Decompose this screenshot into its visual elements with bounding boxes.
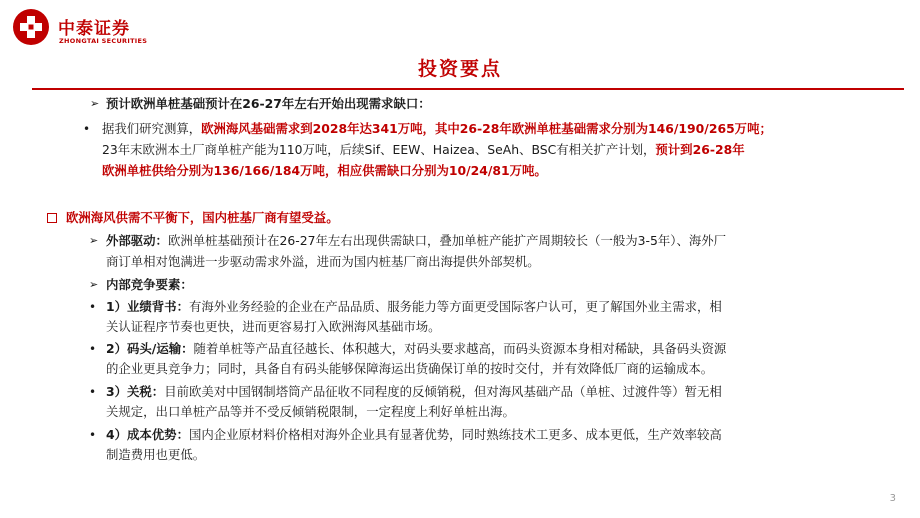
dot-bullet-icon: • [89, 428, 97, 442]
external-driver-line2: 商订单相对饱满进一步驱动需求外溢，进而为国内桩基厂商出海提供外部契机。 [106, 254, 540, 269]
factor-item-3-line2: 关规定，出口单桩产品等并不受反倾销税限制，一定程度上利好单桩出海。 [106, 404, 515, 419]
external-driver-line1 [106, 230, 726, 252]
section2-heading: 欧洲海风供需不平衡下，国内桩基厂商有望受益。 [66, 210, 339, 225]
dot-bullet-icon: • [89, 342, 97, 356]
external-driver-label: 外部驱动： [106, 233, 168, 248]
factor-item-4-text1: 国内企业原材料价格相对海外企业具有显著优势，同时熟练技术工更多、成本更低，生产效率较高 [188, 427, 722, 442]
section1-line1-plain: 据我们研究测算， [102, 121, 202, 136]
factor-item-3-text1: 目前欧美对中国钢制塔筒产品征收不同程度的反倾销税，但对海风基础产品（单桩、过渡件等）暂无相 [164, 384, 722, 399]
section1-heading: 预计欧洲单桩基础预计在26-27年左右开始出现需求缺口： [106, 96, 431, 111]
page-title: 投资要点 [417, 58, 502, 80]
factor-item-3-line1 [106, 381, 722, 403]
dot-bullet-icon: • [89, 300, 97, 314]
dot-bullet-icon: • [89, 385, 97, 399]
title-divider [32, 88, 904, 90]
factor-item-4-line2: 制造费用也更低。 [106, 447, 206, 462]
section1-line2-plain: 23年末欧洲本土厂商单桩产能为110万吨，后续Sif、EEW、Haizea、SeAh、BSC有相关扩产计划， [102, 142, 656, 157]
factor-item-1-line1 [106, 296, 722, 318]
internal-factors-label: 内部竞争要素： [106, 277, 193, 292]
section1-line2-highlight: 预计到26-28年 [655, 142, 745, 157]
section1-paragraph-line2 [102, 139, 745, 161]
factor-item-4-label: 4）成本优势： [106, 427, 189, 442]
factor-item-4-line1 [106, 424, 722, 446]
square-bullet-icon [47, 213, 57, 223]
arrow-bullet-icon: ➢ [89, 278, 99, 291]
factor-item-1-text1: 有海外业务经验的企业在产品品质、服务能力等方面更受国际客户认可，更了解国外业主需求，相 [188, 299, 722, 314]
factor-item-2-label: 2）码头/运输： [106, 341, 194, 356]
factor-item-2-line2: 的企业更具竞争力；同时，具备自有码头能够保障海运出货确保订单的按时交付，并有效降低厂商的运输成本。 [106, 361, 714, 376]
factor-item-2-text1: 随着单桩等产品直径越长、体积越大，对码头要求越高，而码头资源本身相对稀缺，具备码头资源 [193, 341, 727, 356]
logo-mark-icon [12, 8, 50, 46]
arrow-bullet-icon: ➢ [90, 97, 100, 110]
dot-bullet-icon: • [83, 122, 91, 136]
factor-item-3-label: 3）关税： [106, 384, 165, 399]
factor-item-1-label: 1）业绩背书： [106, 299, 189, 314]
factor-item-2-line1 [106, 338, 726, 360]
logo-text-en: ZHONGTAI SECURITIES [59, 37, 148, 45]
company-logo [12, 8, 212, 48]
section1-paragraph-line3: 欧洲单桩供给分别为136/166/184万吨，相应供需缺口分别为10/24/81万吨。 [102, 163, 547, 178]
section1-paragraph-line1 [102, 118, 772, 140]
page-number: 3 [889, 493, 896, 504]
factor-item-1-line2: 关认证程序节奏也更快，进而更容易打入欧洲海风基础市场。 [106, 319, 441, 334]
section1-line1-highlight: 欧洲海风基础需求到2028年达341万吨，其中26-28年欧洲单桩基础需求分别为146/190/265万吨； [201, 121, 772, 136]
arrow-bullet-icon: ➢ [89, 234, 99, 247]
external-driver-text1: 欧洲单桩基础预计在26-27年左右出现供需缺口，叠加单桩产能扩产周期较长（一般为3-5年）、海外厂 [167, 233, 727, 248]
logo-text-cn: 中泰证券 [58, 19, 130, 39]
